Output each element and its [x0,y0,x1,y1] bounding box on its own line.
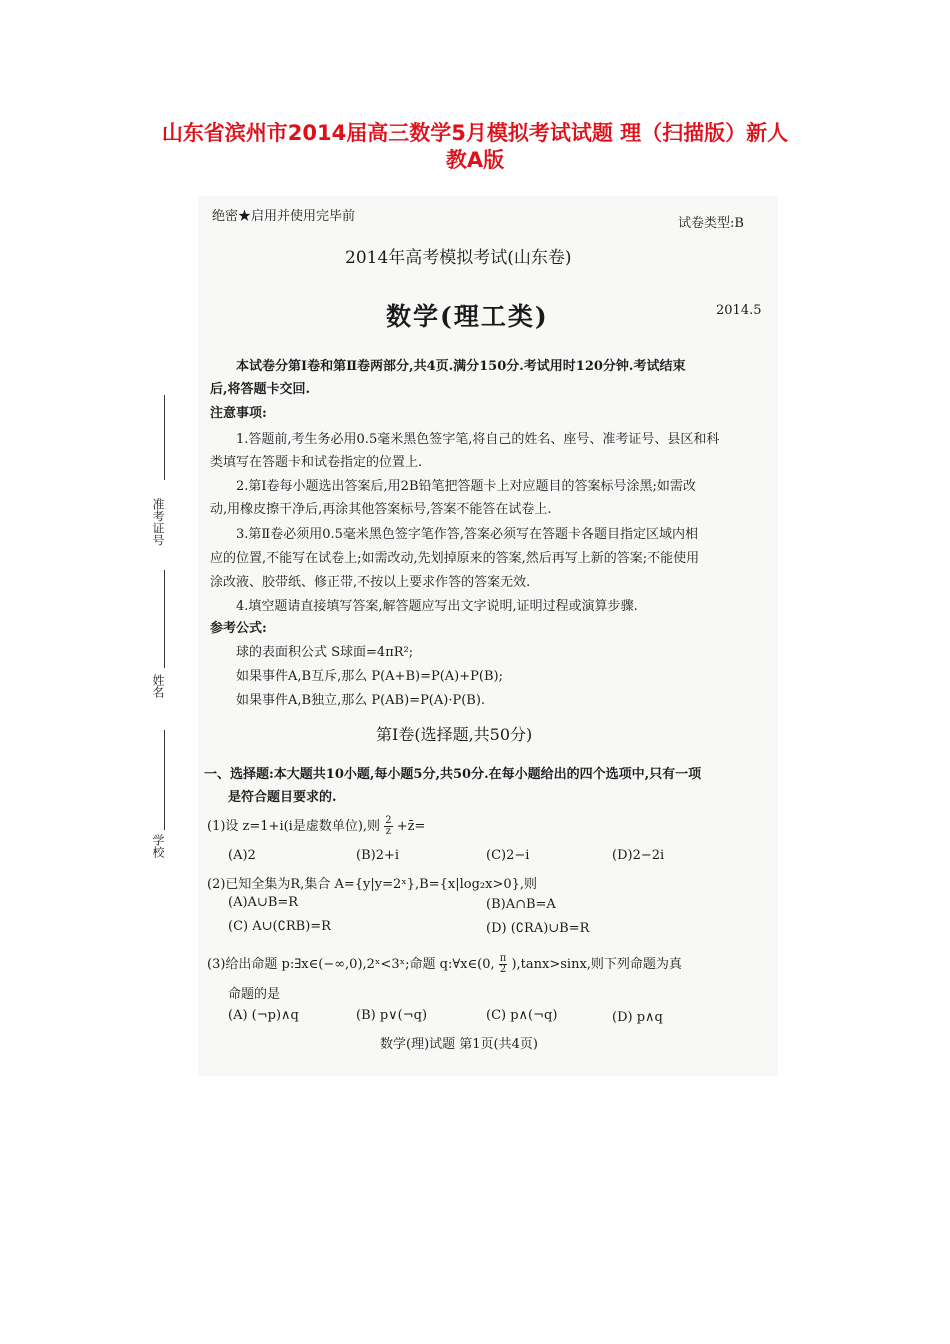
q1-option-a: (A)2 [228,848,256,863]
section-title: 第Ⅰ卷(选择题,共50分) [376,725,533,744]
q3-option-d: (D) p∧q [612,1010,663,1025]
intro-line-1: 本试卷分第Ⅰ卷和第Ⅱ卷两部分,共4页.满分150分.考试用时120分钟.考试结束 [236,359,686,374]
q2-option-a: (A)A∪B=R [228,895,299,910]
name-line [164,570,165,668]
question-1-text: (1)设 z=1+i(i是虚数单位),则 [207,819,381,834]
q1-option-c: (C)2−i [486,848,530,863]
title-line-2: 教A版 [445,148,505,172]
note-line: 1.答题前,考生务必用0.5毫米黑色签字笔,将自己的姓名、座号、准考证号、县区和科 [236,432,720,447]
fraction-denominator: z [385,826,392,837]
q3-option-b: (B) p∨(¬q) [356,1008,428,1023]
formula-heading: 参考公式: [210,621,267,636]
question-3-stem-line-2: 命题的是 [228,987,281,1002]
q3-option-a: (A) (¬p)∧q [228,1008,299,1023]
note-line: 3.第Ⅱ卷必须用0.5毫米黑色签字笔作答,答案必须写在答题卡各题目指定区域内相 [236,527,699,542]
note-line: 类填写在答题卡和试卷指定的位置上. [210,455,423,470]
page-footer: 数学(理)试题 第1页(共4页) [380,1037,538,1052]
formula-line: 球的表面积公式 S球面=4πR²; [236,645,414,660]
fraction-numerator: π [499,953,507,964]
question-3-fraction [499,954,508,975]
q2-option-b: (B)A∩B=A [486,897,556,912]
subject-title: 数学(理工类) [386,302,549,331]
q2-option-c: (C) A∪(∁RB)=R [228,919,331,934]
question-3-stem [207,953,682,975]
question-1-fraction [384,816,392,837]
q1-option-b: (B)2+i [356,848,400,863]
question-2-stem: (2)已知全集为R,集合 A={y|y=2ˣ},B={x|log₂x>0},则 [207,877,538,892]
section-intro-line-2: 是符合题目要求的. [228,790,337,805]
formula-line: 如果事件A,B互斥,那么 P(A+B)=P(A)+P(B); [236,669,503,684]
school-line [164,730,165,830]
q3-option-c: (C) p∧(¬q) [486,1008,558,1023]
ticket-label: 准考证号 [151,498,165,546]
note-line: 应的位置,不能写在试卷上;如需改动,先划掉原来的答案,然后再写上新的答案;不能使用 [210,551,700,566]
intro-line-2: 后,将答题卡交回. [210,382,311,397]
question-3-text: (3)给出命题 p:∃x∈(−∞,0),2ˣ<3ˣ;命题 q:∀x∈(0, [207,957,495,972]
fraction-numerator: 2 [385,815,392,826]
fraction-denominator: 2 [499,964,507,975]
question-3-tail: ),tanx>sinx,则下列命题为真 [511,957,682,972]
notes-heading: 注意事项: [210,406,267,421]
question-1-tail: +z̄= [396,819,426,834]
title-line-1: 山东省滨州市2014届高三数学5月模拟考试试题 理（扫描版）新人 [161,121,789,145]
note-line: 涂改液、胶带纸、修正带,不按以上要求作答的答案无效. [210,575,531,590]
q2-option-d: (D) (∁RA)∪B=R [486,921,590,936]
secret-label: 绝密★启用并使用完毕前 [212,209,356,224]
note-line: 动,用橡皮擦干净后,再涂其他答案标号,答案不能答在试卷上. [210,502,552,517]
document-title [100,120,850,174]
q1-option-d: (D)2−2i [612,848,665,863]
exam-date: 2014.5 [716,303,762,318]
formula-line: 如果事件A,B独立,那么 P(AB)=P(A)·P(B). [236,693,486,708]
school-label: 学校 [151,834,165,858]
exam-name: 2014年高考模拟考试(山东卷) [345,248,572,268]
section-intro-line-1: 一、选择题:本大题共10小题,每小题5分,共50分.在每小题给出的四个选项中,只有一项 [204,767,702,782]
ticket-line [164,395,165,480]
note-line: 2.第Ⅰ卷每小题选出答案后,用2B铅笔把答题卡上对应题目的答案标号涂黑;如需改 [236,479,696,494]
name-label: 姓名 [151,674,165,698]
note-line: 4.填空题请直接填写答案,解答题应写出文字说明,证明过程或演算步骤. [236,599,638,614]
question-1-stem [207,815,425,837]
paper-type: 试卷类型:B [678,216,744,231]
